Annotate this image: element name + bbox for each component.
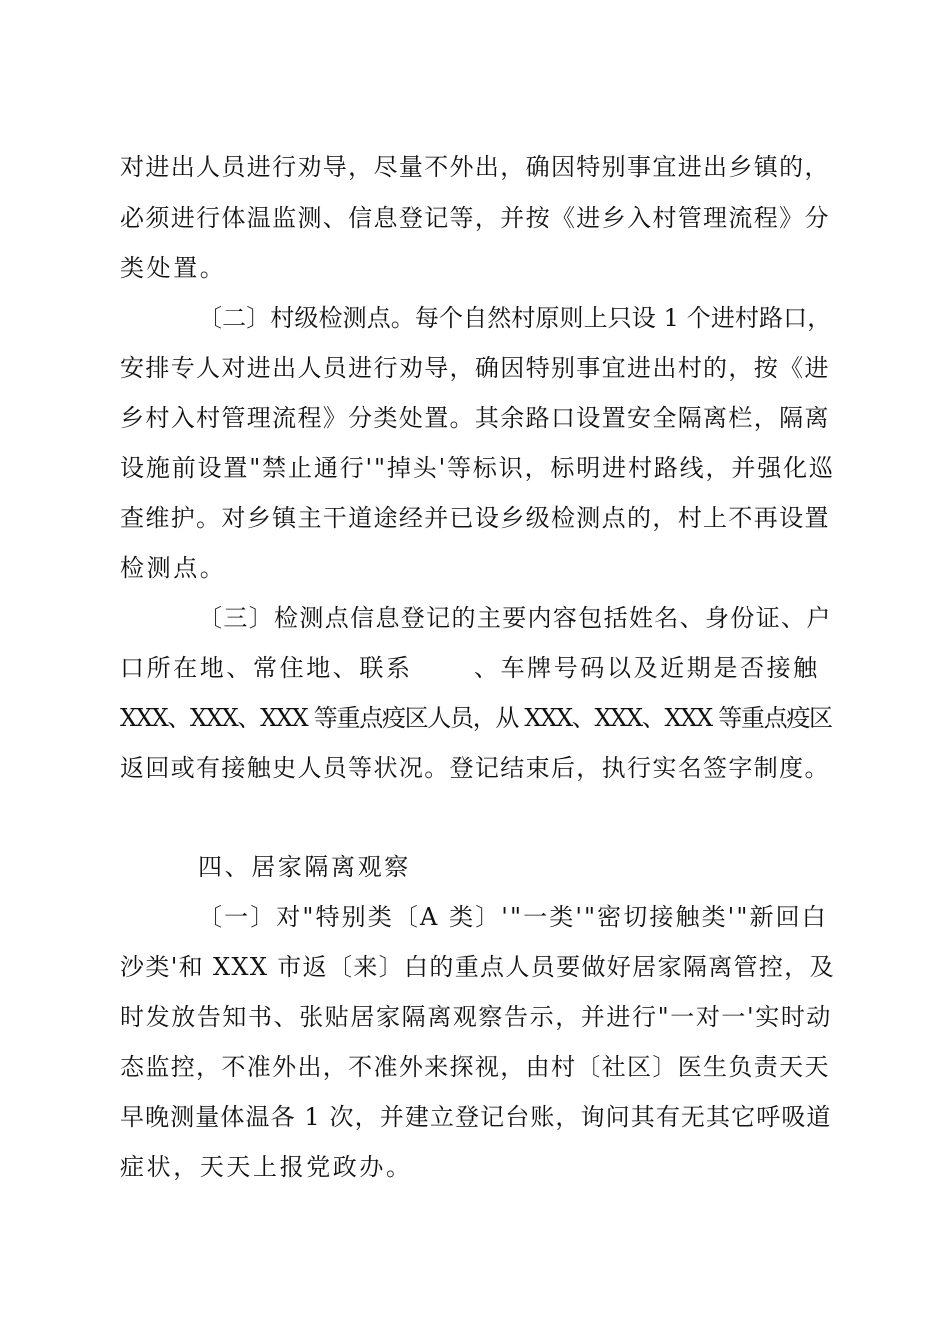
section-heading: 四、居家隔离观察	[198, 853, 411, 881]
paragraph-line: 必须进行体温监测、信息登记等，并按《进乡入村管理流程》分	[120, 204, 830, 232]
paragraph-line: 类处置。	[120, 254, 227, 282]
paragraph-line: 对进出人员进行劝导，尽量不外出，确因特别事宜进出乡镇的，	[120, 153, 830, 181]
paragraph-line: 态监控，不准外出，不准外来探视，由村〔社区〕医生负责天天	[120, 1053, 830, 1081]
paragraph-line: 〔二〕村级检测点。每个自然村原则上只设 1 个进村路口，	[198, 304, 832, 332]
paragraph-line: XXX、XXX、XXX 等重点疫区人员，从 XXX、XXX、XXX 等重点疫区	[120, 704, 832, 732]
paragraph-line: 时发放告知书、张贴居家隔离观察告示，并进行"一对一'实时动	[120, 1003, 833, 1031]
paragraph-line: 沙类'和 XXX 市返〔来〕白的重点人员要做好居家隔离管控，及	[120, 953, 835, 981]
paragraph-line: 设施前设置"禁止通行'"掉头'等标识，标明进村路线，并强化巡	[120, 454, 835, 482]
paragraph-line: 返回或有接触史人员等状况。登记结束后，执行实名签字制度。	[120, 754, 830, 782]
paragraph-line: 检测点。	[120, 554, 227, 582]
paragraph-line: 乡村入村管理流程》分类处置。其余路口设置安全隔离栏，隔离	[120, 404, 830, 432]
paragraph-line: 症状，天天上报党政办。	[120, 1153, 413, 1181]
paragraph-line: 安排专人对进出人员进行劝导，确因特别事宜进出村的，按《进	[120, 354, 830, 382]
paragraph-line: 早晚测量体温各 1 次，并建立登记台账，询问其有无其它呼吸道	[120, 1103, 832, 1131]
paragraph-line: 口所在地、常住地、联系 、车牌号码以及近期是否接触	[120, 654, 820, 682]
paragraph-line: 〔三〕检测点信息登记的主要内容包括姓名、身份证、户	[198, 604, 832, 632]
paragraph-line: 查维护。对乡镇主干道途经并已设乡级检测点的，村上不再设置	[120, 504, 830, 532]
paragraph-line: 〔一〕对"特别类〔A 类〕'"一类'"密切接触类'"新回白	[198, 903, 828, 931]
